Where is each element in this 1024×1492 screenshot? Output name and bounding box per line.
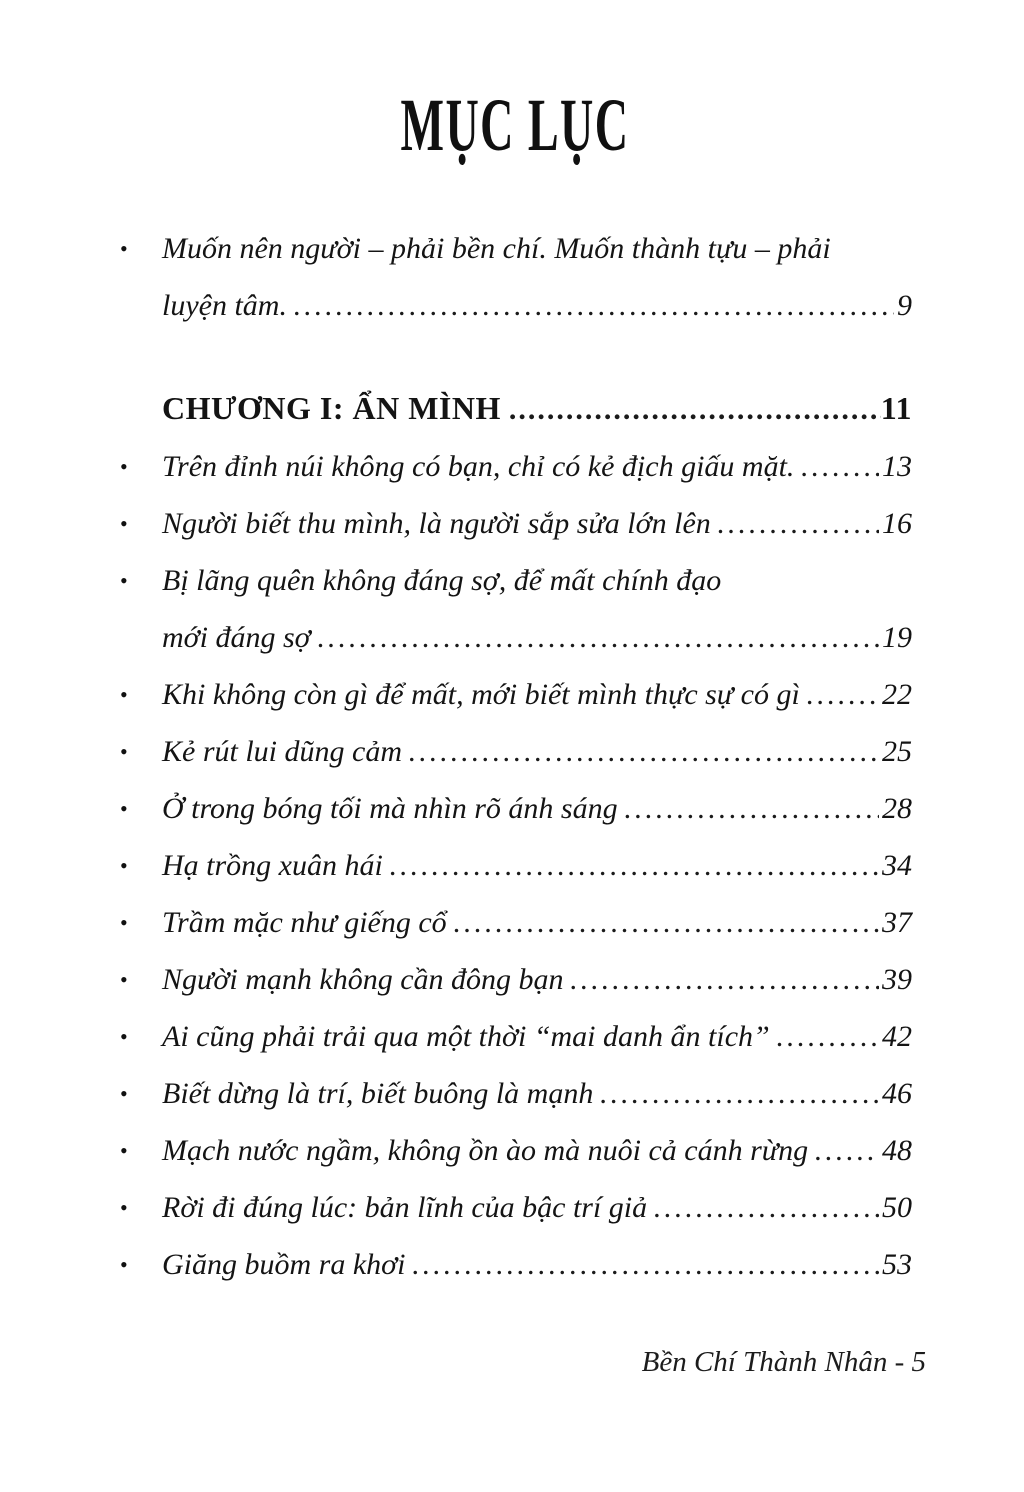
page-number: 9 [897, 289, 912, 322]
dot-leader [806, 666, 879, 723]
entry-text: Bị lãng quên không đáng sợ, để mất chính đạo [162, 564, 722, 597]
dot-leader [389, 837, 879, 894]
entry-content [162, 837, 912, 894]
bullet-marker: • [120, 454, 128, 479]
entry-line [162, 380, 912, 438]
toc-entry [118, 1179, 912, 1236]
entry-line [162, 837, 912, 894]
bullet-marker: • [120, 1081, 128, 1106]
bullet-marker: • [120, 1024, 128, 1049]
bullet-marker: • [120, 1252, 128, 1277]
entry-line [162, 1008, 912, 1065]
page-number: 34 [882, 849, 912, 882]
entry-line [162, 1065, 912, 1122]
page-number: 48 [882, 1134, 912, 1167]
entry-text: Muốn nên người – phải bền chí. Muốn thành tựu – phải [162, 232, 831, 265]
toc-entry [118, 951, 912, 1008]
toc-entry [118, 220, 912, 334]
entry-content [162, 1008, 912, 1065]
entry-content [162, 666, 912, 723]
toc-entry [118, 780, 912, 837]
entry-content [162, 1122, 912, 1179]
page-title-wrap [118, 82, 912, 167]
dot-leader [509, 381, 881, 438]
entry-line [162, 277, 912, 334]
bullet-marker: • [120, 568, 128, 593]
entry-content [162, 1179, 912, 1236]
dot-leader [776, 1008, 879, 1065]
toc-entry [118, 1236, 912, 1293]
dot-leader [453, 894, 879, 951]
entry-line [162, 723, 912, 780]
entry-content [162, 723, 912, 780]
page-number: 11 [880, 390, 912, 426]
entry-text: Hạ trồng xuân hái [162, 849, 383, 882]
entry-text: mới đáng sợ [162, 621, 311, 654]
bullet-marker: • [120, 1195, 128, 1220]
toc-entry [118, 666, 912, 723]
entry-text: Ở trong bóng tối mà nhìn rõ ánh sáng [162, 792, 618, 825]
toc-entry [118, 552, 912, 666]
page-number: 25 [882, 735, 912, 768]
entry-line [162, 894, 912, 951]
entry-content [162, 220, 912, 334]
toc-entry [118, 495, 912, 552]
page-number: 13 [882, 450, 912, 483]
page-number: 37 [882, 906, 912, 939]
page-number: 28 [882, 792, 912, 825]
entry-line [162, 609, 912, 666]
entry-content [162, 438, 912, 495]
entry-text: Mạch nước ngầm, không ồn ào mà nuôi cả cánh rừng [162, 1134, 809, 1167]
toc-list [118, 220, 912, 1293]
entry-line [162, 495, 912, 552]
toc-entry [118, 438, 912, 495]
entry-text: Kẻ rút lui dũng cảm [162, 735, 402, 768]
page-number: 53 [882, 1248, 912, 1281]
bullet-marker: • [120, 511, 128, 536]
entry-content [162, 780, 912, 837]
entry-line [162, 780, 912, 837]
entry-line [162, 438, 912, 495]
page-number: 19 [882, 621, 912, 654]
dot-leader [317, 609, 879, 666]
page-number: 50 [882, 1191, 912, 1224]
page-number: 46 [882, 1077, 912, 1110]
entry-line [162, 666, 912, 723]
dot-leader [653, 1179, 879, 1236]
entry-line [162, 1122, 912, 1179]
entry-text: Biết dừng là trí, biết buông là mạnh [162, 1077, 594, 1110]
page-number: 39 [882, 963, 912, 996]
entry-text: Trên đỉnh núi không có bạn, chỉ có kẻ địch giấu mặt. [162, 450, 795, 483]
dot-leader [814, 1122, 879, 1179]
bullet-marker: • [120, 967, 128, 992]
bullet-marker: • [120, 236, 128, 261]
entry-text: Người mạnh không cần đông bạn [162, 963, 564, 996]
bullet-marker: • [120, 910, 128, 935]
toc-entry [118, 1122, 912, 1179]
entry-line [162, 1179, 912, 1236]
entry-content [162, 894, 912, 951]
toc-chapter-entry [118, 380, 912, 438]
entry-text: Giăng buồm ra khơi [162, 1248, 406, 1281]
entry-content [162, 951, 912, 1008]
entry-content [162, 1065, 912, 1122]
entry-text: Khi không còn gì để mất, mới biết mình thực sự có gì [162, 678, 800, 711]
dot-leader [717, 495, 879, 552]
entry-line [162, 1236, 912, 1293]
toc-entry [118, 1065, 912, 1122]
bullet-marker: • [120, 853, 128, 878]
entry-text: Người biết thu mình, là người sắp sửa lớn lên [162, 507, 711, 540]
page-number: 16 [882, 507, 912, 540]
footer-running-title: Bền Chí Thành Nhân - 5 [641, 1346, 926, 1378]
toc-entry [118, 1008, 912, 1065]
dot-leader [293, 277, 894, 334]
entry-text: luyện tâm. [162, 289, 287, 322]
page-number: 42 [882, 1020, 912, 1053]
toc-entry [118, 894, 912, 951]
entry-content [162, 380, 912, 438]
entry-text: CHƯƠNG I: ẨN MÌNH [162, 390, 501, 426]
page-title: MỤC LỤC [400, 82, 630, 167]
bullet-marker: • [120, 1138, 128, 1163]
entry-line [162, 552, 912, 609]
entry-content [162, 495, 912, 552]
entry-content [162, 1236, 912, 1293]
entry-text: Ai cũng phải trải qua một thời “mai danh ẩn tích” [162, 1020, 770, 1053]
page-number: 22 [882, 678, 912, 711]
dot-leader [599, 1065, 879, 1122]
dot-leader [408, 723, 879, 780]
entry-text: Trầm mặc như giếng cổ [162, 906, 447, 939]
entry-line [162, 951, 912, 1008]
toc-entry [118, 837, 912, 894]
dot-leader [800, 438, 879, 495]
bullet-marker: • [120, 739, 128, 764]
entry-line [162, 220, 912, 277]
dot-leader [412, 1236, 879, 1293]
entry-content [162, 552, 912, 666]
entry-text: Rời đi đúng lúc: bản lĩnh của bậc trí giả [162, 1191, 648, 1224]
bullet-marker: • [120, 682, 128, 707]
bullet-marker: • [120, 796, 128, 821]
dot-leader [570, 951, 879, 1008]
dot-leader [624, 780, 879, 837]
toc-entry [118, 723, 912, 780]
